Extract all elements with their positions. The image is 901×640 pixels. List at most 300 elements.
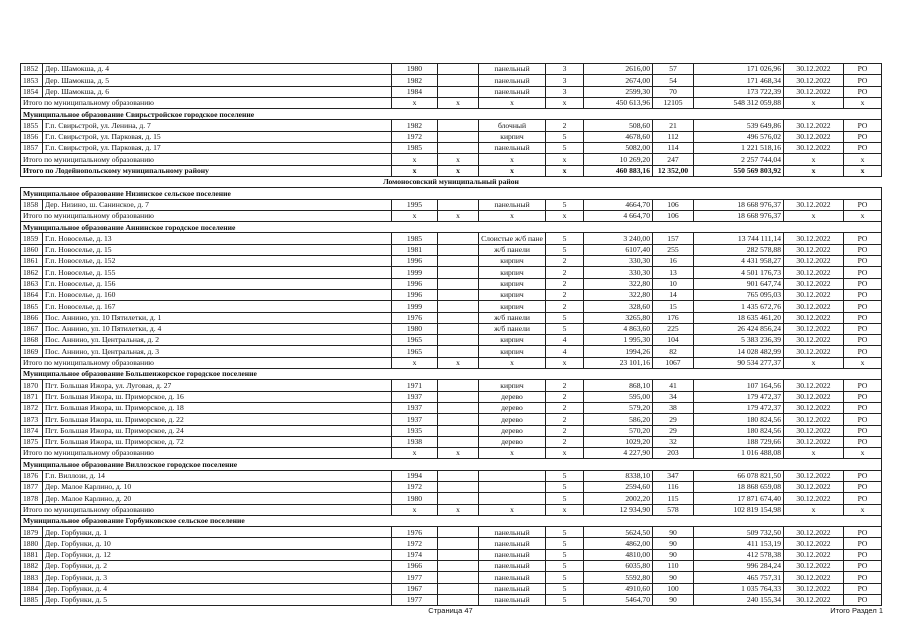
cost-cell: 1 221 518,16 [694, 143, 784, 154]
residents-cell: 114 [653, 143, 694, 154]
deadline-cell: 30.12.2022 [784, 301, 844, 312]
address-cell: Г.п. Новоселье, д. 15 [43, 244, 392, 255]
cost-cell: 1 035 764,33 [694, 583, 784, 594]
cost-cell: 13 744 111,14 [694, 233, 784, 244]
residents-cell: 106 [653, 210, 694, 221]
year-reconstructed-cell [438, 346, 479, 357]
year-built-cell: 1937 [392, 391, 438, 402]
table-row [21, 86, 882, 97]
year-built-cell: 1972 [392, 131, 438, 142]
residents-cell: 82 [653, 346, 694, 357]
floors-cell: 5 [546, 312, 584, 323]
cost-cell: 1 435 672,76 [694, 301, 784, 312]
wall-material-cell: дерево [479, 391, 546, 402]
address-cell: Г.п. Новоселье, д. 155 [43, 267, 392, 278]
wall-material-cell [479, 493, 546, 504]
address-cell: Дер. Горбунки, д. 10 [43, 538, 392, 549]
year-built-cell: 1985 [392, 233, 438, 244]
year-reconstructed-cell [438, 86, 479, 97]
table-row [21, 402, 882, 413]
year-built-cell: 1935 [392, 425, 438, 436]
deadline-cell: х [784, 357, 844, 368]
residents-cell: 41 [653, 380, 694, 391]
subtotal-label: Итого по муниципальному образованию [21, 357, 392, 368]
section-header-row [21, 459, 882, 470]
area-cell: 330,30 [584, 267, 653, 278]
address-cell: Пгт. Большая Ижора, ш. Приморское, д. 72 [43, 436, 392, 447]
year-reconstructed-cell [438, 402, 479, 413]
row-number-cell: 1885 [21, 594, 43, 605]
method-cell: РО [844, 572, 882, 583]
row-number-cell: 1860 [21, 244, 43, 255]
residents-cell: 100 [653, 583, 694, 594]
method-cell: РО [844, 538, 882, 549]
area-cell: 322,80 [584, 289, 653, 300]
wall-material-cell: ж/б панели [479, 312, 546, 323]
table-row [21, 436, 882, 447]
page-number: Страница 47 [428, 606, 473, 615]
row-number-cell: 1874 [21, 425, 43, 436]
deadline-cell: 30.12.2022 [784, 278, 844, 289]
deadline-cell: 30.12.2022 [784, 414, 844, 425]
year-built-cell: 1974 [392, 549, 438, 560]
table-row [21, 549, 882, 560]
deadline-cell: 30.12.2022 [784, 75, 844, 86]
area-cell: 10 269,20 [584, 154, 653, 165]
address-cell: Пгт. Большая Ижора, ул. Луговая, д. 27 [43, 380, 392, 391]
deadline-cell: х [784, 154, 844, 165]
year-built-cell: 1965 [392, 335, 438, 346]
year-reconstructed-cell [438, 481, 479, 492]
area-cell: 2674,00 [584, 75, 653, 86]
residents-cell: 104 [653, 335, 694, 346]
address-cell: Дер. Горбунки, д. 3 [43, 572, 392, 583]
residents-cell: 90 [653, 527, 694, 538]
wall-material-cell: панельный [479, 199, 546, 210]
area-cell: 595,00 [584, 391, 653, 402]
row-number-cell: 1884 [21, 583, 43, 594]
year-reconstructed-cell [438, 131, 479, 142]
subtotal-row [21, 97, 882, 108]
residents-cell: 90 [653, 572, 694, 583]
year-built-cell: 1981 [392, 244, 438, 255]
floors-cell: 2 [546, 289, 584, 300]
row-number-cell: 1871 [21, 391, 43, 402]
method-cell: РО [844, 233, 882, 244]
address-cell: Дер. Шамокша, д. 6 [43, 86, 392, 97]
method-cell: РО [844, 301, 882, 312]
subtotal-row [21, 210, 882, 221]
residents-cell: 14 [653, 289, 694, 300]
method-cell: РО [844, 561, 882, 572]
row-number-cell: 1861 [21, 256, 43, 267]
year-built-cell: х [392, 357, 438, 368]
wall-material-cell: ж/б панели [479, 323, 546, 334]
wall-material-cell: кирпич [479, 131, 546, 142]
area-cell: 508,60 [584, 120, 653, 131]
wall-material-cell [479, 470, 546, 481]
year-reconstructed-cell [438, 256, 479, 267]
year-reconstructed-cell [438, 549, 479, 560]
residents-cell: 225 [653, 323, 694, 334]
table-row [21, 380, 882, 391]
section-title: Муниципальное образование Виллозское городское поселение [21, 459, 882, 470]
deadline-cell: 30.12.2022 [784, 583, 844, 594]
table-row [21, 493, 882, 504]
year-built-cell: 1996 [392, 256, 438, 267]
deadline-cell: 30.12.2022 [784, 233, 844, 244]
method-cell: РО [844, 594, 882, 605]
cost-cell: 171 026,96 [694, 64, 784, 75]
method-cell: РО [844, 120, 882, 131]
row-number-cell: 1854 [21, 86, 43, 97]
residents-cell: 70 [653, 86, 694, 97]
floors-cell: 2 [546, 301, 584, 312]
address-cell: Пос. Аннино, ул. Центральная, д. 2 [43, 335, 392, 346]
cost-cell: 17 871 674,40 [694, 493, 784, 504]
cost-cell: 240 155,34 [694, 594, 784, 605]
area-cell: 4862,00 [584, 538, 653, 549]
area-cell: 4664,70 [584, 199, 653, 210]
residents-cell: 116 [653, 481, 694, 492]
year-built-cell: 1965 [392, 346, 438, 357]
row-number-cell: 1877 [21, 481, 43, 492]
area-cell: 330,30 [584, 256, 653, 267]
deadline-cell: 30.12.2022 [784, 267, 844, 278]
area-cell: 1994,26 [584, 346, 653, 357]
wall-material-cell: кирпич [479, 380, 546, 391]
address-cell: Г.п. Свирьстрой, ул. Ленина, д. 7 [43, 120, 392, 131]
year-reconstructed-cell [438, 527, 479, 538]
section-title: Муниципальное образование Большеижорское городское поселение [21, 369, 882, 380]
cost-cell: 996 284,24 [694, 561, 784, 572]
deadline-cell: 30.12.2022 [784, 199, 844, 210]
residents-cell: 1067 [653, 357, 694, 368]
wall-material-cell: х [479, 97, 546, 108]
row-number-cell: 1856 [21, 131, 43, 142]
address-cell: Г.п. Новоселье, д. 156 [43, 278, 392, 289]
area-cell: 5592,80 [584, 572, 653, 583]
method-cell: РО [844, 414, 882, 425]
floors-cell: 5 [546, 572, 584, 583]
cost-cell: 180 824,56 [694, 414, 784, 425]
wall-material-cell: х [479, 448, 546, 459]
address-cell: Пгт. Большая Ижора, ш. Приморское, д. 16 [43, 391, 392, 402]
residents-cell: 32 [653, 436, 694, 447]
year-reconstructed-cell [438, 64, 479, 75]
table-row [21, 538, 882, 549]
floors-cell: 2 [546, 436, 584, 447]
year-reconstructed-cell [438, 143, 479, 154]
floors-cell: 5 [546, 538, 584, 549]
year-built-cell: 1977 [392, 572, 438, 583]
cost-cell: 179 472,37 [694, 391, 784, 402]
residents-cell: 90 [653, 549, 694, 560]
address-cell: Пос. Аннино, ул. Центральная, д. 3 [43, 346, 392, 357]
year-built-cell: 1972 [392, 538, 438, 549]
address-cell: Г.п. Свирьстрой, ул. Парковая, д. 15 [43, 131, 392, 142]
row-number-cell: 1882 [21, 561, 43, 572]
wall-material-cell: х [479, 504, 546, 515]
method-cell: РО [844, 380, 882, 391]
cost-cell: 171 468,34 [694, 75, 784, 86]
subtotal-label: Итого по муниципальному образованию [21, 210, 392, 221]
year-built-cell: 1994 [392, 470, 438, 481]
district-total-row [21, 165, 882, 176]
residents-cell: 34 [653, 391, 694, 402]
year-built-cell: 1937 [392, 414, 438, 425]
deadline-cell: 30.12.2022 [784, 402, 844, 413]
deadline-cell: 30.12.2022 [784, 572, 844, 583]
floors-cell: х [546, 504, 584, 515]
cost-cell: 412 578,38 [694, 549, 784, 560]
method-cell: РО [844, 75, 882, 86]
cost-cell: 107 164,56 [694, 380, 784, 391]
table-row [21, 143, 882, 154]
table-row [21, 267, 882, 278]
table-body [21, 64, 882, 606]
address-cell: Г.п. Новоселье, д. 167 [43, 301, 392, 312]
residents-cell: 203 [653, 448, 694, 459]
address-cell: Дер. Шамокша, д. 4 [43, 64, 392, 75]
residents-cell: 578 [653, 504, 694, 515]
residents-cell: 110 [653, 561, 694, 572]
row-number-cell: 1865 [21, 301, 43, 312]
year-built-cell: 1980 [392, 323, 438, 334]
address-cell: Дер. Шамокша, д. 5 [43, 75, 392, 86]
cost-cell: 18 635 461,20 [694, 312, 784, 323]
area-cell: 4 227,90 [584, 448, 653, 459]
method-cell: х [844, 448, 882, 459]
section-header-row [21, 188, 882, 199]
deadline-cell: 30.12.2022 [784, 120, 844, 131]
row-number-cell: 1868 [21, 335, 43, 346]
wall-material-cell: кирпич [479, 289, 546, 300]
table-row [21, 233, 882, 244]
table-row [21, 256, 882, 267]
area-cell: 322,80 [584, 278, 653, 289]
method-cell: х [844, 165, 882, 176]
floors-cell: 5 [546, 561, 584, 572]
floors-cell: х [546, 97, 584, 108]
floors-cell: 3 [546, 75, 584, 86]
method-cell: РО [844, 199, 882, 210]
floors-cell: 5 [546, 199, 584, 210]
year-reconstructed-cell [438, 425, 479, 436]
wall-material-cell [479, 481, 546, 492]
year-reconstructed-cell [438, 335, 479, 346]
deadline-cell: 30.12.2022 [784, 594, 844, 605]
cost-cell: 90 534 277,37 [694, 357, 784, 368]
year-built-cell: 1982 [392, 75, 438, 86]
residents-cell: 115 [653, 493, 694, 504]
address-cell: Г.п. Новоселье, д. 160 [43, 289, 392, 300]
floors-cell: 2 [546, 402, 584, 413]
address-cell: Пгт. Большая Ижора, ш. Приморское, д. 22 [43, 414, 392, 425]
method-cell: РО [844, 323, 882, 334]
table-row [21, 414, 882, 425]
method-cell: РО [844, 391, 882, 402]
deadline-cell: 30.12.2022 [784, 335, 844, 346]
method-cell: РО [844, 64, 882, 75]
subtotal-row [21, 448, 882, 459]
section-header-row [21, 222, 882, 233]
floors-cell: 2 [546, 414, 584, 425]
year-reconstructed-cell [438, 538, 479, 549]
cost-cell: 465 757,31 [694, 572, 784, 583]
deadline-cell: 30.12.2022 [784, 425, 844, 436]
year-built-cell: 1977 [392, 594, 438, 605]
table-row [21, 391, 882, 402]
wall-material-cell: дерево [479, 402, 546, 413]
row-number-cell: 1869 [21, 346, 43, 357]
deadline-cell: 30.12.2022 [784, 549, 844, 560]
section-total-footer: Итого Раздел 1 [830, 606, 883, 615]
wall-material-cell: х [479, 357, 546, 368]
table-row [21, 425, 882, 436]
deadline-cell: х [784, 448, 844, 459]
deadline-cell: х [784, 97, 844, 108]
wall-material-cell: дерево [479, 414, 546, 425]
row-number-cell: 1883 [21, 572, 43, 583]
row-number-cell: 1852 [21, 64, 43, 75]
cost-cell: 66 078 821,50 [694, 470, 784, 481]
method-cell: х [844, 210, 882, 221]
area-cell: 6035,80 [584, 561, 653, 572]
year-reconstructed-cell [438, 470, 479, 481]
year-reconstructed-cell [438, 380, 479, 391]
floors-cell: 3 [546, 86, 584, 97]
method-cell: РО [844, 436, 882, 447]
cost-cell: 548 312 059,88 [694, 97, 784, 108]
area-cell: 5082,00 [584, 143, 653, 154]
area-cell: 868,10 [584, 380, 653, 391]
year-reconstructed-cell [438, 414, 479, 425]
deadline-cell: 30.12.2022 [784, 380, 844, 391]
wall-material-cell: кирпич [479, 335, 546, 346]
residents-cell: 12105 [653, 97, 694, 108]
table-row [21, 481, 882, 492]
wall-material-cell: Слоистые ж/б пане [479, 233, 546, 244]
year-reconstructed-cell [438, 323, 479, 334]
floors-cell: 5 [546, 493, 584, 504]
address-cell: Г.п. Новоселье, д. 152 [43, 256, 392, 267]
area-cell: 579,20 [584, 402, 653, 413]
residents-cell: 12 352,00 [653, 165, 694, 176]
year-built-cell: 1996 [392, 278, 438, 289]
subtotal-label: Итого по Лодейнопольскому муниципальному району [21, 165, 392, 176]
residents-cell: 247 [653, 154, 694, 165]
wall-material-cell: ж/б панели [479, 244, 546, 255]
row-number-cell: 1866 [21, 312, 43, 323]
deadline-cell: 30.12.2022 [784, 481, 844, 492]
floors-cell: 5 [546, 594, 584, 605]
area-cell: 12 934,90 [584, 504, 653, 515]
year-reconstructed-cell [438, 572, 479, 583]
deadline-cell: 30.12.2022 [784, 391, 844, 402]
address-cell: Пгт. Большая Ижора, ш. Приморское, д. 24 [43, 425, 392, 436]
floors-cell: х [546, 448, 584, 459]
floors-cell: х [546, 165, 584, 176]
table-row [21, 120, 882, 131]
deadline-cell: 30.12.2022 [784, 256, 844, 267]
address-cell: Дер. Горбунки, д. 1 [43, 527, 392, 538]
year-built-cell: 1984 [392, 86, 438, 97]
floors-cell: 2 [546, 391, 584, 402]
section-title: Муниципальное образование Низинское сельское поселение [21, 188, 882, 199]
floors-cell: 5 [546, 470, 584, 481]
row-number-cell: 1857 [21, 143, 43, 154]
year-built-cell: 1976 [392, 527, 438, 538]
residents-cell: 13 [653, 267, 694, 278]
floors-cell: 5 [546, 481, 584, 492]
row-number-cell: 1855 [21, 120, 43, 131]
cost-cell: 179 472,37 [694, 402, 784, 413]
year-built-cell: х [392, 165, 438, 176]
year-reconstructed-cell: х [438, 504, 479, 515]
wall-material-cell: кирпич [479, 256, 546, 267]
year-built-cell: 1937 [392, 402, 438, 413]
method-cell: РО [844, 278, 882, 289]
year-reconstructed-cell [438, 267, 479, 278]
cost-cell: 496 576,02 [694, 131, 784, 142]
wall-material-cell: панельный [479, 64, 546, 75]
area-cell: 4910,60 [584, 583, 653, 594]
table-row [21, 278, 882, 289]
table-row [21, 64, 882, 75]
table-row [21, 244, 882, 255]
table-row [21, 572, 882, 583]
table-row [21, 289, 882, 300]
address-cell: Дер. Низино, ш. Санинское, д. 7 [43, 199, 392, 210]
residents-cell: 29 [653, 425, 694, 436]
year-built-cell: х [392, 154, 438, 165]
residents-cell: 29 [653, 414, 694, 425]
cost-cell: 509 732,50 [694, 527, 784, 538]
address-cell: Дер. Горбунки, д. 2 [43, 561, 392, 572]
section-title: Муниципальное образование Свирьстройское городское поселение [21, 109, 882, 120]
floors-cell: 4 [546, 335, 584, 346]
area-cell: 5464,70 [584, 594, 653, 605]
table-row [21, 335, 882, 346]
wall-material-cell: панельный [479, 538, 546, 549]
wall-material-cell: панельный [479, 561, 546, 572]
floors-cell: х [546, 357, 584, 368]
section-title: Муниципальное образование Аннинское городское поселение [21, 222, 882, 233]
year-built-cell: х [392, 504, 438, 515]
residents-cell: 10 [653, 278, 694, 289]
deadline-cell: х [784, 504, 844, 515]
area-cell: 3265,80 [584, 312, 653, 323]
year-built-cell: 1996 [392, 289, 438, 300]
subtotal-label: Итого по муниципальному образованию [21, 448, 392, 459]
address-cell: Пос. Аннино, ул. 10 Пятилетки, д. 4 [43, 323, 392, 334]
floors-cell: х [546, 210, 584, 221]
year-built-cell: х [392, 97, 438, 108]
deadline-cell: 30.12.2022 [784, 493, 844, 504]
housing-register-table [20, 63, 882, 606]
cost-cell: 18 668 976,37 [694, 210, 784, 221]
year-reconstructed-cell [438, 244, 479, 255]
cost-cell: 2 257 744,04 [694, 154, 784, 165]
cost-cell: 180 824,56 [694, 425, 784, 436]
year-built-cell: 1938 [392, 436, 438, 447]
floors-cell: 5 [546, 527, 584, 538]
address-cell: Пгт. Большая Ижора, ш. Приморское, д. 18 [43, 402, 392, 413]
method-cell: РО [844, 143, 882, 154]
address-cell: Г.п. Свирьстрой, ул. Парковая, д. 17 [43, 143, 392, 154]
area-cell: 5624,50 [584, 527, 653, 538]
